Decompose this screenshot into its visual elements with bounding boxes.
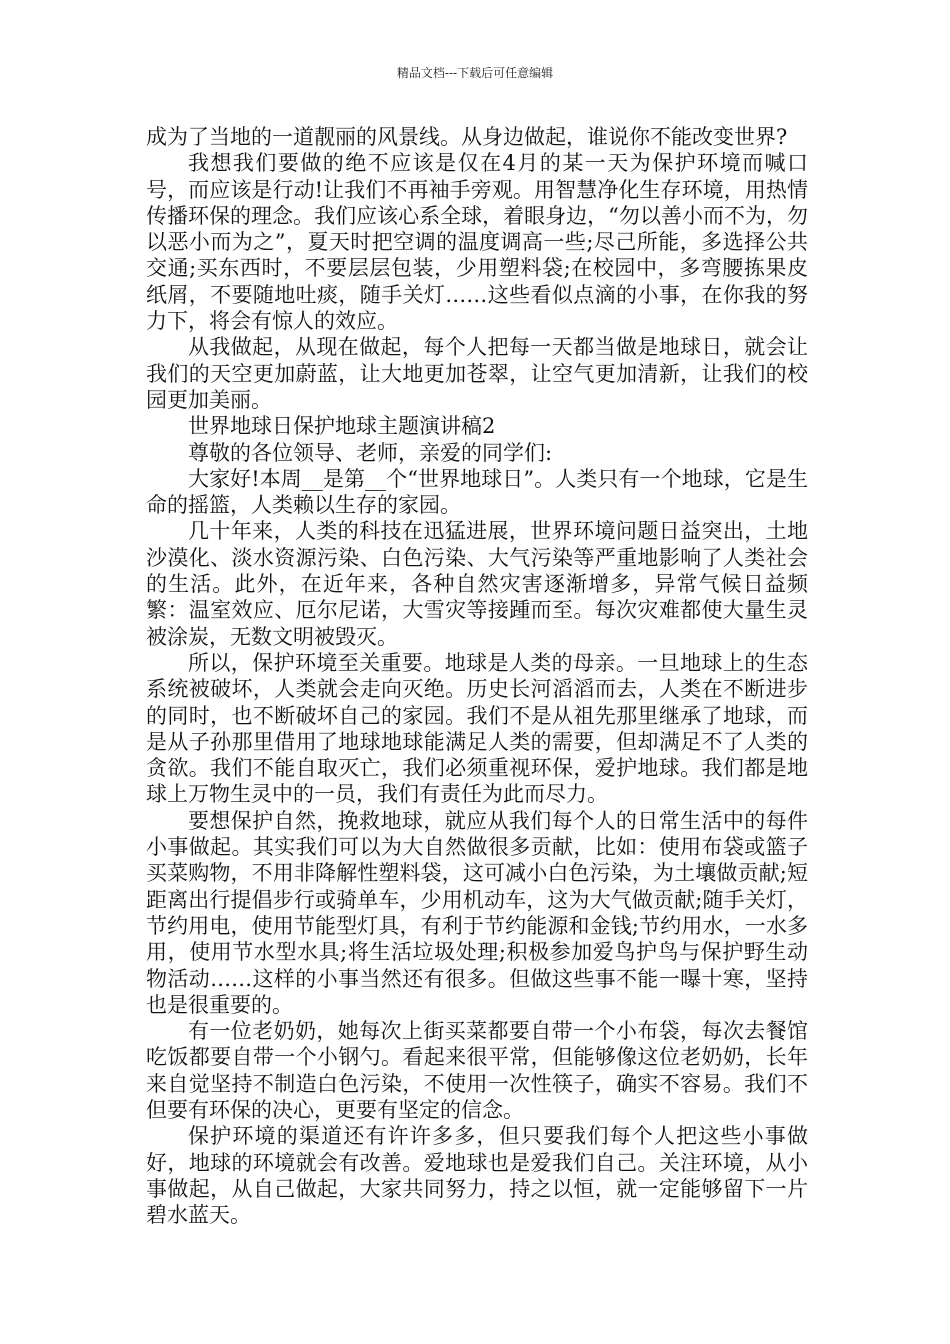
page-header: 精品文档---下载后可任意编辑 (396, 66, 554, 80)
paragraph: 有一位老奶奶，她每次上街买菜都要自带一个小布袋，每次去餐馆吃饭都要自带一个小钢勺。看起来很平常，但能够像这位老奶奶，长年来自觉坚持不制造白色污染，不使用一次性筷子，确实不容易。我们不但要有环保的决心，更要有坚定的信念。 (146, 1019, 808, 1122)
paragraph: 大家好!本周__是第__个“世界地球日”。人类只有一个地球，它是生命的摇篮，人类赖以生存的家园。 (146, 466, 808, 518)
document-body (146, 124, 808, 1228)
paragraph: 要想保护自然，挽救地球，就应从我们每个人的日常生活中的每件小事做起。其实我们可以为大自然做很多贡献，比如：使用布袋或篮子买菜购物，不用非降解性塑料袋，这可减小白色污染，为土壤做贡献;短距离出行提倡步行或骑单车，少用机动车，这为大气做贡献;随手关灯，节约用电，使用节能型灯具，有利于节约能源和金钱;节约用水，一水多用，使用节水型水具;将生活垃圾处理;积极参加爱鸟护鸟与保护野生动物活动……这样的小事当然还有很多。但做这些事不能一曝十寒，坚持也是很重要的。 (146, 808, 808, 1017)
paragraph: 保护环境的渠道还有许许多多，但只要我们每个人把这些小事做好，地球的环境就会有改善。爱地球也是爱我们自己。关注环境，从小事做起，从自己做起，大家共同努力，持之以恒，就一定能够留下一片碧水蓝天。 (146, 1124, 808, 1228)
paragraph: 从我做起，从现在做起，每个人把每一天都当做是地球日，就会让我们的天空更加蔚蓝，让大地更加苍翠，让空气更加清新，让我们的校园更加美丽。 (146, 335, 808, 412)
speech-title: 世界地球日保护地球主题演讲稿2 (188, 414, 496, 439)
paragraph: 几十年来，人类的科技在迅猛进展，世界环境问题日益突出，土地沙漠化、淡水资源污染、白色污染、大气污染等严重地影响了人类社会的生活。此外，在近年来，各种自然灾害逐渐增多，异常气候日益频繁：温室效应、厄尔尼诺，大雪灾等接踵而至。每次灾难都使大量生灵被涂炭，无数文明被毁灭。 (146, 519, 808, 649)
paragraph: 成为了当地的一道靓丽的风景线。从身边做起，谁说你不能改变世界? (146, 125, 788, 149)
paragraph: 我想我们要做的绝不应该是仅在4月的某一天为保护环境而喊口号，而应该是行动!让我们不再袖手旁观。用智慧净化生存环境，用热情传播环保的理念。我们应该心系全球，着眼身边，“勿以善小而不为，勿以恶小而为之”，夏天时把空调的温度调高一些;尽己所能，多选择公共交通;买东西时，不要层层包装，少用塑料袋;在校园中，多弯腰拣果皮纸屑，不要随地吐痰，随手关灯……这些看似点滴的小事，在你我的努力下，将会有惊人的效应。 (146, 151, 808, 334)
salutation: 尊敬的各位领导、老师，亲爱的同学们: (188, 440, 553, 465)
paragraph: 所以，保护环境至关重要。地球是人类的母亲。一旦地球上的生态系统被破坏，人类就会走向灭绝。历史长河滔滔而去，人类在不断进步的同时，也不断破坏自己的家园。我们不是从祖先那里继承了地球，而是从子孙那里借用了地球地球能满足人类的需要，但却满足不了人类的贪欲。我们不能自取灭亡，我们必须重视环保，爱护地球。我们都是地球上万物生灵中的一员，我们有责任为此而尽力。 (146, 650, 808, 807)
